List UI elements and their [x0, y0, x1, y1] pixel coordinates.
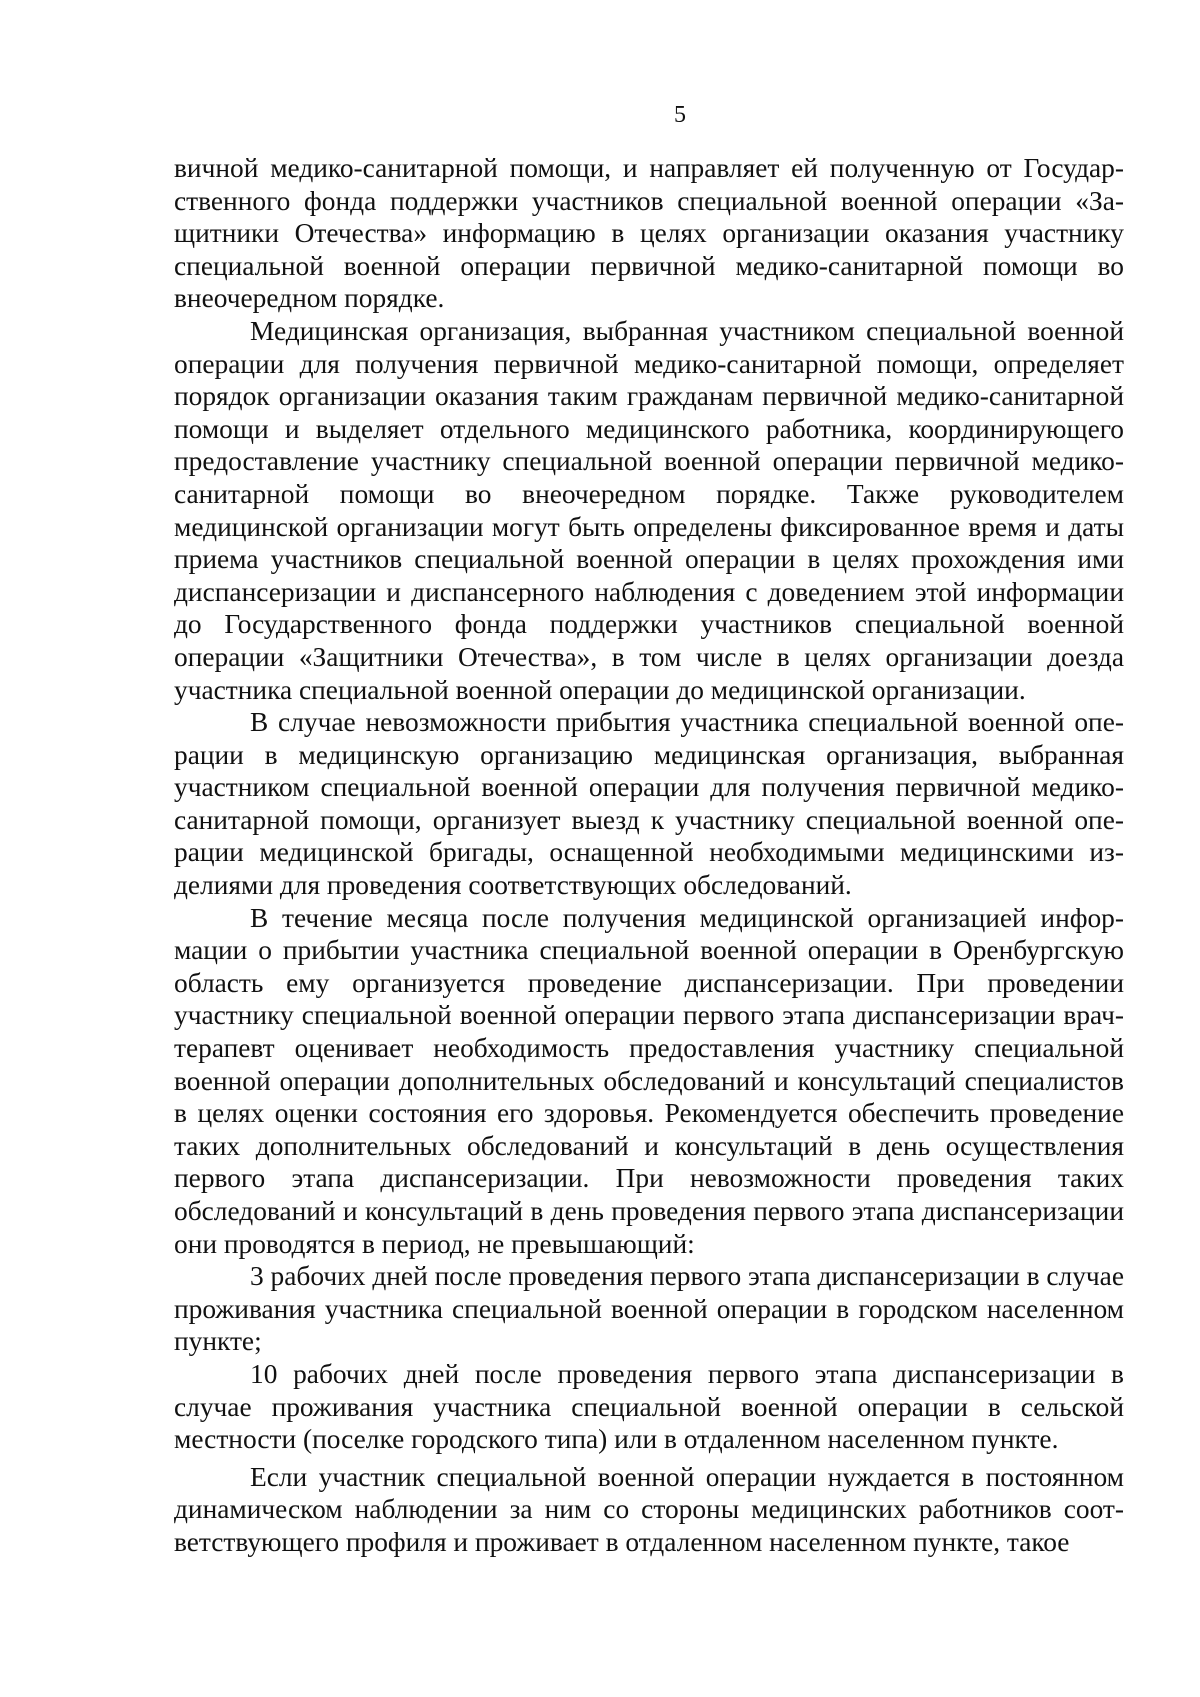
- paragraph: Медицинская организация, выбранная участником специальной военной операции для получения первичной медико-санитарной помощи, определяет порядок организации оказания таким гражданам первичной медико-санитарной помощи и выделяет отдельного медицинского работника, координирующего предоставление участнику специальной военной операции первичной медико-санитарной помощи во внеочередном порядке. Также руководителем медицинской организации могут быть определены фиксированное время и даты приема участников специальной военной операции в целях прохождения ими диспансеризации и диспансерного наблюдения с доведением этой информации до Государственного фонда поддержки участников специальной военной операции «Защитники Отечества», в том числе в целях организации доезда участника специальной военной операции до медицинской организации.: [174, 315, 1124, 705]
- paragraph: В течение месяца после получения медицинской организацией информации о прибытии участника специальной военной операции в Оренбургскую область ему организуется проведение диспансеризации. При проведении участнику специальной военной операции первого этапа диспансеризации врач-терапевт оценивает необходимость предоставления участнику специальной военной операции дополнительных обследований и консультаций специалистов в целях оценки состояния его здоровья. Рекомендуется обеспечить проведение таких дополнительных обследований и консультаций в день осуществления первого этапа диспансеризации. При невозможности проведения таких обследований и консультаций в день проведения первого этапа диспансеризации они проводятся в период, не превышающий:: [174, 902, 1124, 1259]
- page-number: 5: [674, 102, 686, 128]
- list-item-paragraph: 3 рабочих дней после проведения первого этапа диспансеризации в случае проживания участника специальной военной операции в городском населенном пункте;: [174, 1261, 1124, 1357]
- paragraph-continuation: вичной медико-санитарной помощи, и направляет ей полученную от Государственного фонда поддержки участников специальной военной операции «Защитники Отечества» информацию в целях организации оказания участнику специальной военной операции первичной медико-санитарной помощи во внеочередном порядке.: [174, 153, 1124, 314]
- paragraph: В случае невозможности прибытия участника специальной военной операции в медицинскую организацию медицинская организация, выбранная участником специальной военной операции для получения первичной медико-санитарной помощи, организует выезд к участнику специальной военной операции медицинской бригады, оснащенной необходимыми медицинскими изделиями для проведения соответствующих обследований.: [174, 707, 1124, 901]
- document-body: [174, 152, 1124, 1559]
- list-item-paragraph: 10 рабочих дней после проведения первого этапа диспансеризации в случае проживания участника специальной военной операции в сельской местности (поселке городского типа) или в отдаленном населенном пункте.: [174, 1358, 1124, 1455]
- paragraph: Если участник специальной военной операции нуждается в постоянном динамическом наблюдении за ним со стороны медицинских работников соответствующего профиля и проживает в отдаленном населенном пункте, такое: [174, 1461, 1124, 1557]
